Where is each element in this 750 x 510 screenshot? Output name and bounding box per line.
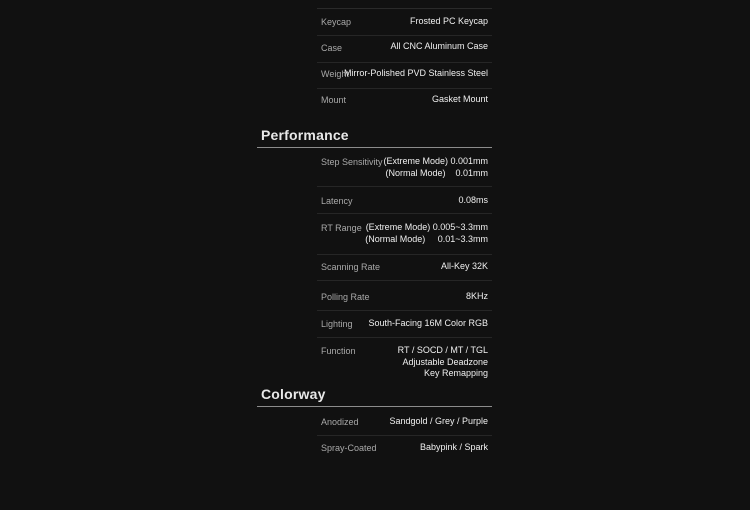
spec-label: RT Range	[321, 223, 362, 233]
spec-label: Anodized	[321, 417, 359, 427]
spec-value	[368, 318, 488, 330]
spec-row-case	[317, 36, 492, 63]
spec-value-line: South-Facing 16M Color RGB	[368, 318, 488, 328]
spec-value	[344, 68, 488, 80]
spec-value	[458, 195, 488, 207]
spec-value-line: Frosted PC Keycap	[409, 16, 488, 26]
section-rule	[257, 406, 492, 407]
spec-value	[420, 442, 488, 454]
spec-value	[466, 291, 488, 303]
spec-value-line: 0.08ms	[458, 195, 488, 205]
spec-value-line: Key Remapping	[423, 368, 488, 378]
spec-value	[389, 416, 488, 428]
spec-value-line: Babypink / Spark	[419, 442, 488, 452]
section-title-colorway: Colorway	[261, 386, 326, 402]
spec-row-lighting	[317, 311, 492, 338]
spec-value-line: (Normal Mode) 0.01mm	[385, 167, 488, 178]
spec-row-step-sensitivity	[317, 152, 492, 187]
section-divider	[317, 0, 492, 9]
spec-value-line: All CNC Aluminum Case	[390, 41, 488, 51]
spec-row-anodized	[317, 410, 492, 436]
spec-label: Polling Rate	[321, 292, 370, 302]
spec-row-mount	[317, 89, 492, 114]
spec-label: Scanning Rate	[321, 262, 381, 272]
spec-row-latency	[317, 187, 492, 214]
spec-value	[390, 41, 488, 53]
spec-row-weight	[317, 63, 492, 89]
spec-label: Mount	[321, 95, 347, 105]
spec-row-keycap	[317, 9, 492, 36]
spec-value	[365, 222, 488, 245]
section-rule	[257, 147, 492, 148]
spec-label: Function	[321, 346, 356, 356]
spec-row-function	[317, 338, 492, 384]
spec-value	[410, 16, 488, 28]
spec-value-line: RT / SOCD / MT / TGL	[397, 345, 488, 355]
spec-label: Spray-Coated	[321, 443, 377, 453]
spec-value	[383, 156, 488, 179]
spec-label: Weight	[321, 69, 349, 79]
spec-row-polling-rate	[317, 281, 492, 311]
spec-row-rt-range	[317, 214, 492, 255]
spec-value-line: Mirror-Polished PVD Stainless Steel	[343, 68, 488, 78]
spec-value	[441, 261, 488, 273]
spec-value-line: (Extreme Mode) 0.001mm	[383, 156, 488, 166]
spec-value-line: (Normal Mode) 0.01~3.3mm	[365, 233, 488, 244]
spec-value-line: All-Key 32K	[440, 261, 488, 271]
spec-value-line: (Extreme Mode) 0.005~3.3mm	[365, 222, 488, 232]
spec-row-spray-coated	[317, 436, 492, 461]
spec-label: Lighting	[321, 319, 353, 329]
spec-value-line: 8KHz	[465, 291, 488, 301]
spec-label: Latency	[321, 196, 353, 206]
section-title-performance: Performance	[261, 127, 349, 143]
spec-value-line: Gasket Mount	[431, 94, 488, 104]
spec-value	[432, 94, 488, 106]
spec-label: Keycap	[321, 17, 352, 27]
spec-value-line: Sandgold / Grey / Purple	[389, 416, 488, 426]
spec-value	[398, 345, 488, 380]
spec-row-scanning-rate	[317, 255, 492, 281]
spec-value-line: Adjustable Deadzone	[402, 356, 488, 367]
spec-label: Case	[321, 43, 343, 53]
spec-label: Step Sensitivity	[321, 157, 383, 167]
